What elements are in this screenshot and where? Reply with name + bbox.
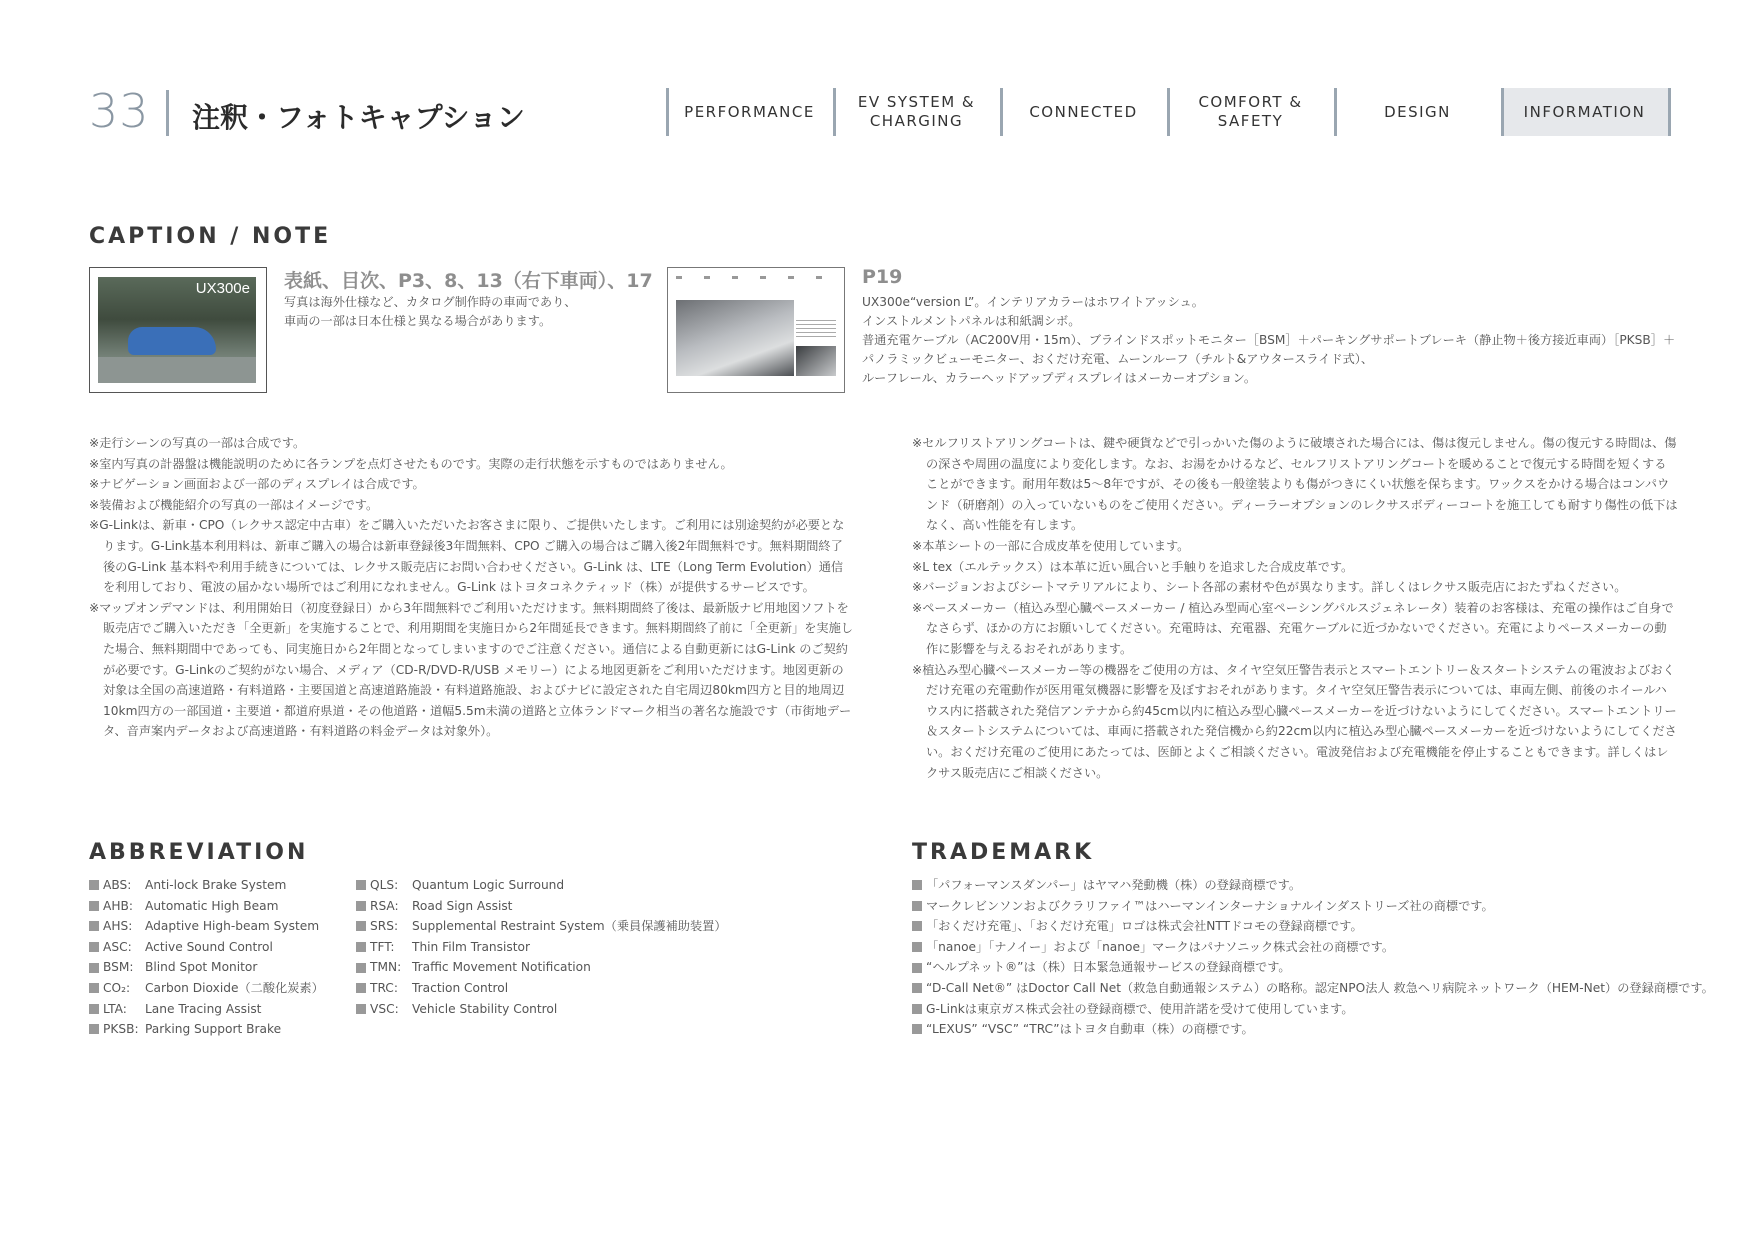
trademark-text: G-Linkは東京ガス株式会社の登録商標で、使用許諾を受けて使用しています。 <box>926 1001 1354 1016</box>
bullet-square-icon <box>89 963 99 973</box>
bullet-square-icon <box>89 1004 99 1014</box>
tab-performance[interactable] <box>666 88 833 136</box>
abbr-key: ABS: <box>103 878 132 892</box>
caption2-heading: P19 <box>862 266 903 288</box>
tab-comfort-safety[interactable] <box>1167 88 1334 136</box>
note-item: ※走行シーンの写真の一部は合成です。 <box>89 436 306 450</box>
tab-design[interactable] <box>1334 88 1501 136</box>
caption2-body: UX300e“version L”。インテリアカラーはホワイトアッシュ。 インストルメントパネルは和紙調シボ。 普通充電ケーブル（AC200V用・15m）、ブラインドスポットモニター［BSM］＋パーキングサポートブレーキ（静止物＋後方接近車両）［PKSB］＋ パノラミックビューモニター、おくだけ充電、ムーンルーフ（チルト&アウタースライド式）、 ルーフレール、カラーヘッドアップディスプレイはメーカーオプション。 <box>862 295 1676 385</box>
abbr-value: Traction Control <box>412 980 509 995</box>
bullet-square-icon <box>89 901 99 911</box>
trademark-item <box>912 937 1712 958</box>
abbr-key: QLS: <box>370 878 399 892</box>
trademark-text: 「パフォーマンスダンパー」はヤマハ発動機（株）の登録商標です。 <box>926 878 1302 892</box>
abbreviation-title: ABBREVIATION <box>89 840 309 865</box>
tab-label: COMFORT & SAFETY <box>1198 93 1303 130</box>
abbr-key: RSA: <box>370 898 399 913</box>
interior-photo <box>676 300 794 376</box>
abbreviation-item <box>356 957 736 978</box>
note-item: ※L tex（エルテックス）は本革に近い風合いと手触りを追求した合成皮革です。 <box>912 559 1354 574</box>
abbreviation-item <box>89 875 339 896</box>
title-divider <box>166 90 169 136</box>
abbr-key: LTA: <box>103 1001 127 1016</box>
abbr-key: VSC: <box>370 1001 399 1016</box>
abbr-value: Lane Tracing Assist <box>145 1001 262 1016</box>
tab-information[interactable] <box>1501 88 1668 136</box>
tab-label: CONNECTED <box>1029 102 1138 121</box>
abbreviation-item <box>356 937 736 958</box>
bullet-square-icon <box>89 880 99 890</box>
abbr-value: Quantum Logic Surround <box>412 878 565 892</box>
thumb-label: UX300e <box>195 280 250 297</box>
trademark-text: 「おくだけ充電」、「おくだけ充電」ロゴは株式会社NTTドコモの登録商標です。 <box>926 919 1363 934</box>
abbr-value: Carbon Dioxide（二酸化炭素） <box>145 980 324 995</box>
bullet-square-icon <box>912 983 922 993</box>
notes-left <box>89 433 853 742</box>
tab-connected[interactable] <box>1000 88 1167 136</box>
abbreviation-item <box>356 896 736 917</box>
note-item: ※ペースメーカー（植込み型心臓ペースメーカー / 植込み型両心室ペーシングパルスジェネレータ）装着のお客様は、充電の操作はご自身でなさらず、ほかの方にお願いしてください。充電時は、充電器、充電ケーブルに近づかないでください。充電によりペースメーカーの動作に影響を与えるおそれがあります。 <box>912 600 1674 656</box>
abbreviation-item <box>89 1019 339 1040</box>
caption1-body: 写真は海外仕様など、カタログ制作時の車両であり、 車両の一部は日本仕様と異なる場合があります。 <box>284 295 577 328</box>
trademark-item <box>912 978 1712 999</box>
note-item: ※本革シートの一部に合成皮革を使用しています。 <box>912 538 1190 553</box>
bullet-square-icon <box>912 963 922 973</box>
bullet-square-icon <box>356 921 366 931</box>
bullet-square-icon <box>912 901 922 911</box>
trademark-text: “D-Call Net®” はDoctor Call Net（救急自動通報システム）の略称。認定NPO法人 救急ヘリ病院ネットワーク（HEM-Net）の登録商標です。 <box>926 980 1714 995</box>
abbr-value: Adaptive High-beam System <box>145 919 320 934</box>
bullet-square-icon <box>912 921 922 931</box>
bullet-square-icon <box>912 880 922 890</box>
trademark-item <box>912 875 1712 896</box>
caption-thumbnail-1 <box>89 267 267 393</box>
abbreviation-list-1 <box>89 875 339 1040</box>
abbr-value: Automatic High Beam <box>145 898 279 913</box>
car-shape <box>128 327 216 355</box>
tab-label: EV SYSTEM & CHARGING <box>857 93 976 130</box>
bullet-square-icon <box>356 901 366 911</box>
page-number: 33 <box>89 84 150 138</box>
abbreviation-item <box>89 916 339 937</box>
trademark-text: “ヘルプネット®”は（株）日本緊急通報サービスの登録商標です。 <box>926 960 1291 975</box>
caption-thumbnail-2 <box>667 267 845 393</box>
trademark-item <box>912 896 1712 917</box>
mini-page-header <box>676 276 836 279</box>
bullet-square-icon <box>912 1024 922 1034</box>
tab-label: PERFORMANCE <box>684 102 815 121</box>
abbr-value: Thin Film Transistor <box>412 939 530 954</box>
trademark-list <box>912 875 1712 1040</box>
abbr-value: Traffic Movement Notification <box>412 960 591 975</box>
notes-right <box>912 433 1678 783</box>
abbreviation-item <box>356 875 736 896</box>
abbr-key: TMN: <box>370 960 402 975</box>
abbreviation-item <box>89 999 339 1020</box>
section-nav <box>666 88 1668 136</box>
caption1-heading: 表紙、目次、P3、8、13（右下車両）、17 <box>284 270 653 292</box>
abbr-value: Active Sound Control <box>145 939 273 954</box>
note-item: ※室内写真の計器盤は機能説明のために各ランプを点灯させたものです。実際の走行状態を示すものではありません。 <box>89 456 733 471</box>
tab-ev-system-charging[interactable] <box>833 88 1000 136</box>
abbr-value: Anti-lock Brake System <box>145 878 287 892</box>
bullet-square-icon <box>89 942 99 952</box>
note-item: ※植込み型心臓ペースメーカー等の機器をご使用の方は、タイヤ空気圧警告表示とスマートエントリー＆スタートシステムの電波およびおくだけ充電の充電動作が医用電気機器に影響を及ぼすおそれがあります。タイヤ空気圧警告表示については、車両左側、前後のホイールハウス内に搭載された発信アンテナから約45cm以内に植込み型心臓ペースメーカーを近づけないようにしてください。スマートエントリー＆スタートシステムについては、車両に搭載された発信機から約22cm以内に植込み型心臓ペースメーカーを近づけないようにしてください。おくだけ充電のご使用にあたっては、医師とよくご相談ください。電波発信および充電機能を停止することもできます。詳しくはレクサス販売店にご相談ください。 <box>912 662 1677 780</box>
mini-text-block <box>796 320 836 340</box>
trademark-text: “LEXUS” “VSC” “TRC”はトヨタ自動車（株）の商標です。 <box>926 1022 1254 1037</box>
caption-note-title: CAPTION / NOTE <box>89 224 332 249</box>
bullet-square-icon <box>356 942 366 952</box>
abbreviation-item <box>356 978 736 999</box>
abbreviation-item <box>89 937 339 958</box>
bullet-square-icon <box>912 942 922 952</box>
abbr-key: TFT: <box>370 939 395 954</box>
trademark-text: 「nanoe」「ナノイー」および「nanoe」マークはパナソニック株式会社の商標です。 <box>926 939 1395 954</box>
abbr-value: Parking Support Brake <box>145 1022 282 1037</box>
page-header <box>0 0 1754 160</box>
bullet-square-icon <box>356 983 366 993</box>
abbr-key: AHB: <box>103 898 133 913</box>
bullet-square-icon <box>912 1004 922 1014</box>
abbreviation-item <box>356 999 736 1020</box>
bullet-square-icon <box>356 880 366 890</box>
abbreviation-list-2 <box>356 875 736 1019</box>
abbr-value: Road Sign Assist <box>412 898 513 913</box>
abbr-value: Supplemental Restraint System（乗員保護補助装置） <box>412 919 727 934</box>
abbr-key: CO₂: <box>103 980 131 995</box>
trademark-item <box>912 916 1712 937</box>
note-item: ※G-Linkは、新車・CPO（レクサス認定中古車）をご購入いただいたお客さまに限り、ご提供いたします。ご利用には別途契約が必要となります。G-Link基本利用料は、新車ご購入の場合は新車登録後3年間無料、CPO ご購入の場合はご購入後2年間無料です。無料期間終了後のG-Link 基本料や利用手続きについては、レクサス販売店にお問い合わせください。G-Link は、LTE（Long Term Evolution）通信を利用しており、電波の届かない場所ではご利用になれません。G-Link はトヨタコネクティッド（株）が提供するサービスです。 <box>89 518 845 595</box>
trademark-title: TRADEMARK <box>912 840 1095 865</box>
abbr-key: SRS: <box>370 919 399 934</box>
trademark-item <box>912 1019 1712 1040</box>
trademark-item <box>912 999 1712 1020</box>
note-item: ※マップオンデマンドは、利用開始日（初度登録日）から3年間無料でご利用いただけます。無料期間終了後は、最新版ナビ用地図ソフトを販売店でご購入いただき「全更新」を実施することで、利用期間を実施日から2年間延長できます。無料期間終了前に「全更新」を実施した場合、無料期間中であっても、同実施日から2年間となってしまいますのでご注意ください。通信による自動更新にはG-Link のご契約が必要です。G-Linkのご契約がない場合、メディア（CD-R/DVD-R/USB メモリー）による地図更新をご利用いただけます。地図更新の対象は全国の高速道路・有料道路・主要国道と高速道路施設・有料道路施設、およびナビに設定された自宅周辺80km四方と目的地周辺10km四方の一部国道・主要道・都道府県道・その他道路・道幅5.5m未満の道路と立体ランドマーク相当の著名な施設です（市街地データ、音声案内データおよび高速道路・有料道路の料金データは対象外）。 <box>89 600 853 739</box>
abbreviation-item <box>89 957 339 978</box>
tab-label: DESIGN <box>1384 102 1451 121</box>
note-item: ※バージョンおよびシートマテリアルにより、シート各部の素材や色が異なります。詳しくはレクサス販売店におたずねください。 <box>912 580 1627 595</box>
road-shape <box>98 357 256 383</box>
note-item: ※ナビゲーション画面および一部のディスプレイは合成です。 <box>89 477 425 492</box>
bullet-square-icon <box>356 1004 366 1014</box>
page-title: 注釈・フォトキャプション <box>192 101 525 134</box>
bullet-square-icon <box>89 1024 99 1034</box>
note-item: ※装備および機能紹介の写真の一部はイメージです。 <box>89 497 379 512</box>
abbr-key: ASC: <box>103 939 132 954</box>
abbreviation-item <box>356 916 736 937</box>
car-photo <box>98 277 256 383</box>
tab-label: INFORMATION <box>1523 102 1646 121</box>
abbr-key: BSM: <box>103 960 134 975</box>
abbr-value: Vehicle Stability Control <box>412 1001 558 1016</box>
trademark-item <box>912 957 1712 978</box>
trademark-text: マークレビンソンおよびクラリファイ™はハーマンインターナショナルインダストリーズ社の商標です。 <box>926 898 1494 913</box>
bullet-square-icon <box>89 921 99 931</box>
abbreviation-item <box>89 978 339 999</box>
note-item: ※セルフリストアリングコートは、鍵や硬貨などで引っかいた傷のように破壊された場合には、傷は復元しません。傷の復元する時間は、傷の深さや周囲の温度により変化します。なお、お湯をかけるなど、セルフリストアリングコートを暖めることで復元する時間を短くすることができます。耐用年数は5〜8年ですが、その後も一般塗装よりも傷がつきにくい状態を保ちます。ワックスをかける場合はコンパウンド（研磨剤）の入っていないものをご使用ください。ディーラーオプションのレクサスボディーコートを施工しても耐すり傷性の低下はなく、高い性能を有します。 <box>912 436 1678 533</box>
abbr-key: AHS: <box>103 919 133 934</box>
abbreviation-item <box>89 896 339 917</box>
interior-detail-photo <box>796 346 836 376</box>
abbr-value: Blind Spot Monitor <box>145 960 258 975</box>
abbr-key: TRC: <box>370 980 398 995</box>
bullet-square-icon <box>356 963 366 973</box>
bullet-square-icon <box>89 983 99 993</box>
abbr-key: PKSB: <box>103 1022 139 1037</box>
